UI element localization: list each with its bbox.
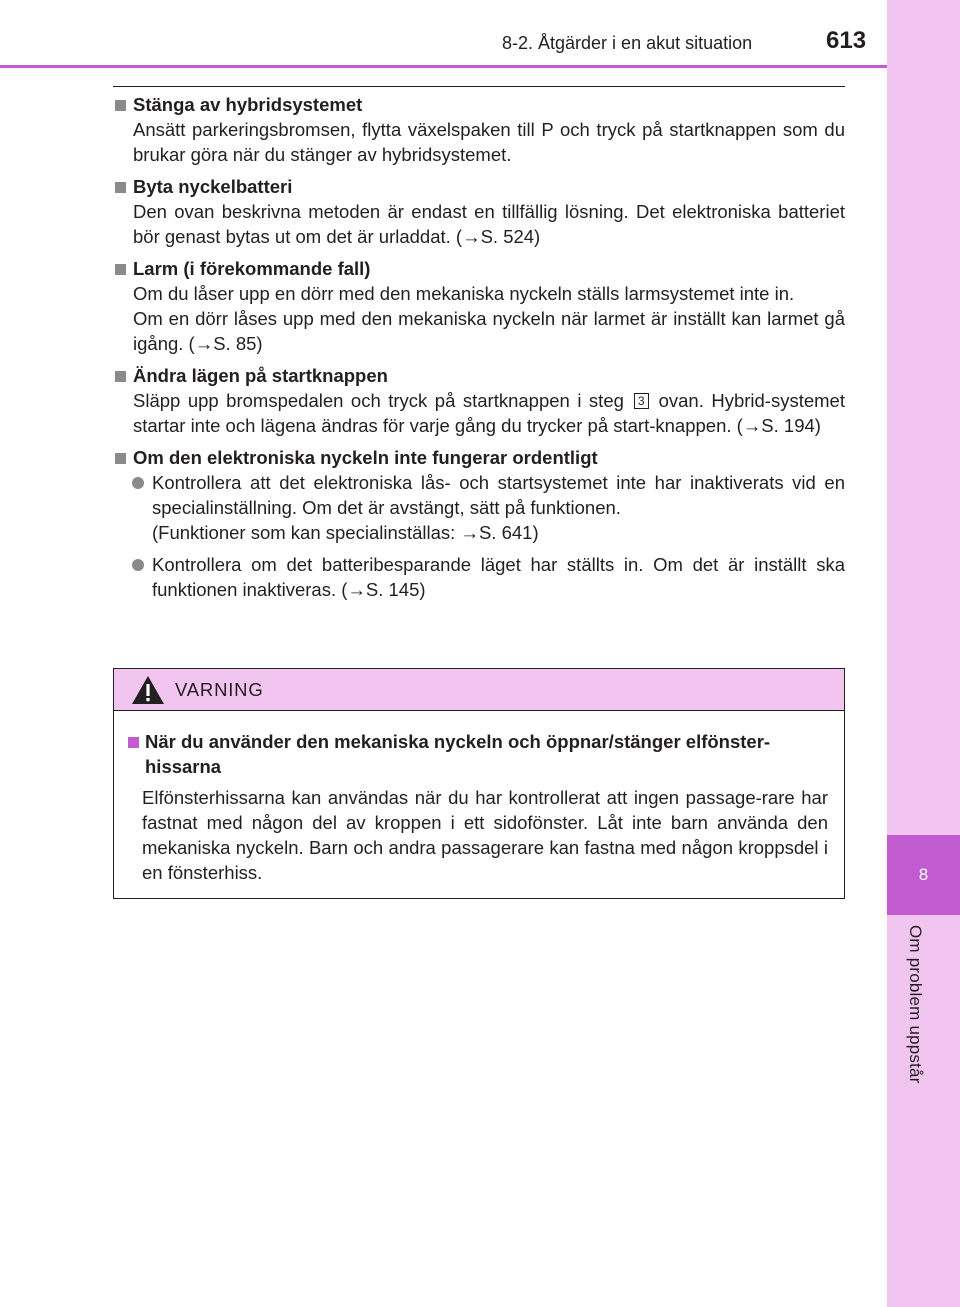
step-number-box: 3 <box>634 393 649 409</box>
warning-triangle-icon <box>131 675 165 705</box>
section-title: Stänga av hybridsystemet <box>133 94 363 115</box>
section-electronic-key <box>113 445 845 602</box>
warning-body <box>114 711 844 885</box>
section-alarm <box>113 256 845 356</box>
chapter-number-tab <box>887 835 960 915</box>
content-top-rule <box>113 86 845 87</box>
chapter-title: Om problem uppstår <box>906 925 925 1084</box>
warning-box <box>113 668 845 899</box>
header-rule <box>0 65 887 68</box>
main-content <box>113 92 845 609</box>
square-bullet-icon <box>115 182 126 193</box>
header-section-title: 8-2. Åtgärder i en akut situation <box>502 33 753 53</box>
section-turn-off-hybrid <box>113 92 845 167</box>
square-bullet-icon <box>128 737 139 748</box>
list-item: Kontrollera att det elektroniska lås- och startsystemet inte har inaktiverats vid en specialinställning. Om det är avstängt, sätt på funktionen. (Funktioner som kan specialinställas: →S. 641) <box>132 470 845 545</box>
warning-text: Elfönsterhissarna kan användas när du har kontrollerat att ingen passage-rare har fastnat med någon del av kroppen i ett sidofönster. Låt inte barn använda den mekaniska nyckeln. Barn och andra passagerare kan fastna med någon kroppsdel i en fönsterhiss. <box>142 787 828 883</box>
section-title: Byta nyckelbatteri <box>133 176 293 197</box>
side-tab-top <box>887 0 960 835</box>
warning-label: VARNING <box>175 678 264 700</box>
round-bullet-icon <box>132 559 144 571</box>
square-bullet-icon <box>115 100 126 111</box>
chapter-number: 8 <box>918 865 929 884</box>
section-body: Om en dörr låses upp med den mekaniska nyckeln när larmet är inställt kan larmet gå igång. (→S. 85) <box>133 308 845 354</box>
section-body: Den ovan beskrivna metoden är endast en tillfällig lösning. Det elektroniska batteriet bör genast bytas ut om det är urladdat. (→S. 524) <box>133 201 845 247</box>
warning-header <box>114 669 844 711</box>
square-bullet-icon <box>115 453 126 464</box>
list-item: Kontrollera om det batteribesparande läget har ställts in. Om det är inställt ska funktionen inaktiveras. (→S. 145) <box>132 552 845 602</box>
section-key-battery <box>113 174 845 249</box>
section-title: Om den elektroniska nyckeln inte fungerar ordentligt <box>133 447 598 468</box>
section-title: Ändra lägen på startknappen <box>133 365 388 386</box>
warning-title: När du använder den mekaniska nyckeln och öppnar/stänger elfönster-hissarna <box>145 731 771 777</box>
square-bullet-icon <box>115 264 126 275</box>
section-body: Släpp upp bromspedalen och tryck på startknappen i steg 3 ovan. Hybrid-systemet startar inte och lägena ändras för varje gång du trycker på start-knappen. (→S. 194) <box>133 390 845 436</box>
page-number: 613 <box>826 27 867 54</box>
section-body: Ansätt parkeringsbromsen, flytta växelspaken till P och tryck på startknappen som du brukar göra när du stänger av hybridsystemet. <box>133 119 845 165</box>
round-bullet-icon <box>132 477 144 489</box>
section-title: Larm (i förekommande fall) <box>133 258 371 279</box>
section-body: Om du låser upp en dörr med den mekaniska nyckeln ställs larmsystemet inte in. <box>133 283 795 304</box>
section-start-button-modes <box>113 363 845 438</box>
square-bullet-icon <box>115 371 126 382</box>
